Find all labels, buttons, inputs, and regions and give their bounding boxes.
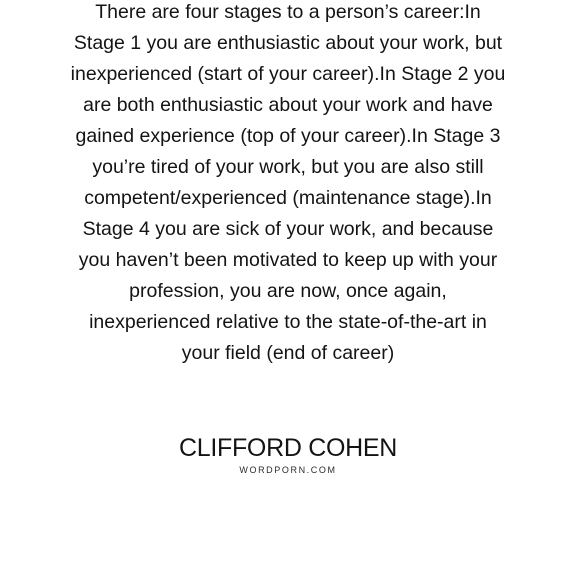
quote-line: There are four stages to a person’s career:In <box>95 1 481 23</box>
quote-line: inexperienced (start of your career).In Stage 2 you <box>70 63 506 85</box>
quote-line: Stage 4 you are sick of your work, and because <box>82 218 494 240</box>
author-name: CLIFFORD COHEN <box>178 434 398 462</box>
quote-line: Stage 1 you are enthusiastic about your work, but <box>73 32 503 54</box>
quote-line: your field (end of career) <box>181 342 395 364</box>
site-label: WORDPORN.COM <box>239 465 337 475</box>
quote-line: you haven’t been motivated to keep up with your <box>78 249 498 271</box>
quote-line: profession, you are now, once again, <box>129 280 447 302</box>
quote-line: competent/experienced (maintenance stage).In <box>84 187 492 209</box>
quote-line: gained experience (top of your career).In Stage 3 <box>75 125 501 147</box>
quote-line: inexperienced relative to the state-of-the-art in <box>89 311 487 333</box>
quote-line: you’re tired of your work, but you are also still <box>92 156 484 178</box>
quote-line: are both enthusiastic about your work and have <box>83 94 493 116</box>
quote-text <box>50 0 526 369</box>
